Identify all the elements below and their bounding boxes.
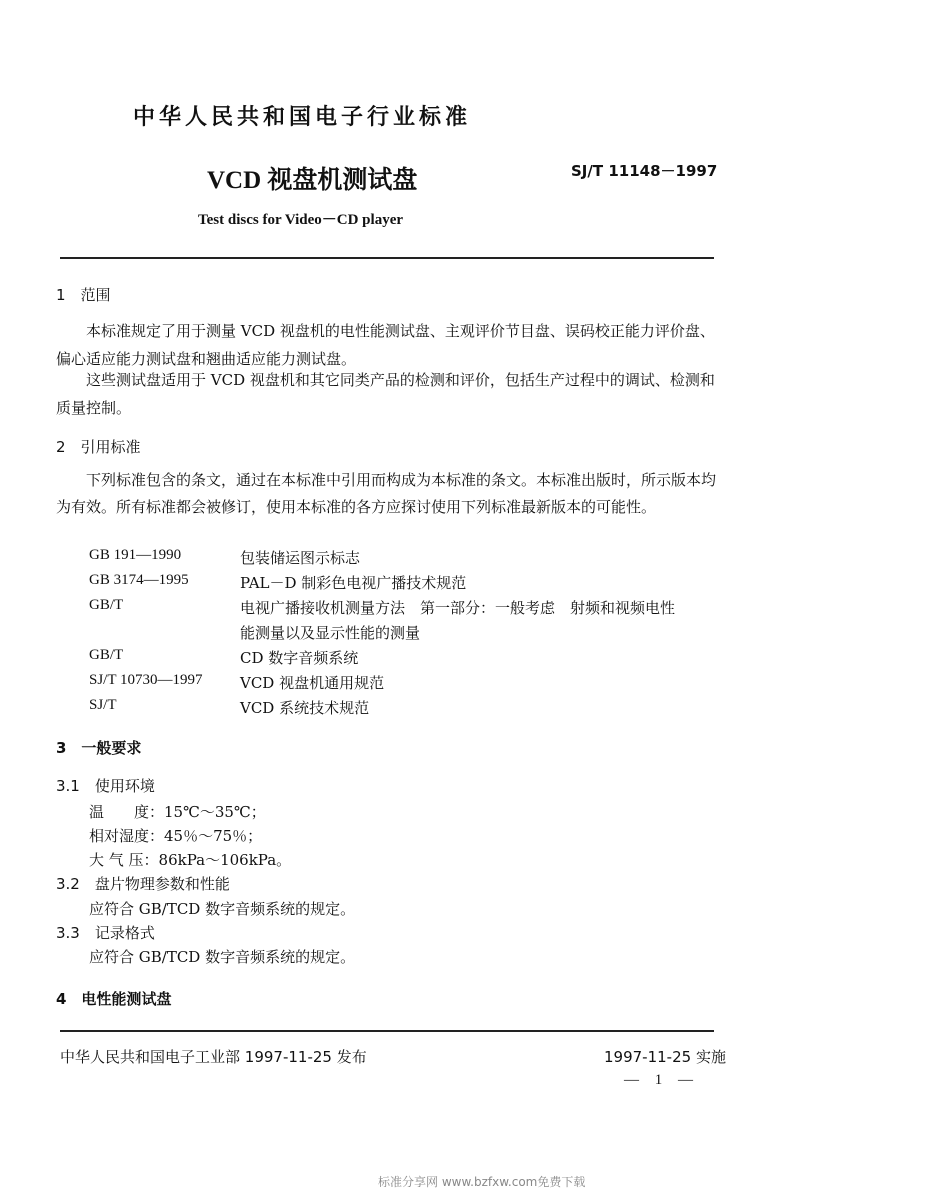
section-1-paragraph-2: 这些测试盘适用于 VCD 视盘机和其它同类产品的检测和评价，包括生产过程中的调试、检测和质量控制。 — [56, 371, 715, 417]
section-3-1-heading: 3.1 使用环境 — [56, 777, 155, 795]
ref-title: VCD 视盘机通用规范 — [240, 674, 385, 692]
ref-code: SJ/T — [89, 697, 117, 713]
env-temperature: 温 度：15℃～35℃； — [89, 803, 266, 821]
effective-date: 1997-11-25 实施 — [604, 1048, 726, 1066]
ref-title: 电视广播接收机测量方法 第一部分：一般考虑 射频和视频电性 — [240, 599, 676, 617]
standard-code: SJ/T 11148－1997 — [571, 162, 718, 180]
header-divider — [60, 257, 714, 259]
document-title: VCD 视盘机测试盘 — [207, 167, 418, 194]
footer-divider — [60, 1030, 714, 1032]
ref-code: SJ/T 10730—1997 — [89, 672, 203, 688]
section-1-heading: 1 范围 — [56, 286, 111, 304]
watermark: 标准分享网 www.bzfxw.com免费下载 — [378, 1175, 586, 1189]
english-title: Test discs for Video－CD player — [198, 212, 404, 228]
section-2-heading: 2 引用标准 — [56, 438, 141, 456]
ref-title: VCD 系统技术规范 — [240, 699, 370, 717]
section-3-3-heading: 3.3 记录格式 — [56, 924, 155, 942]
ref-code: GB 191—1990 — [89, 547, 182, 563]
ref-title-continued: 能测量以及显示性能的测量 — [240, 624, 421, 642]
issuing-organization: 中华人民共和国电子行业标准 — [133, 105, 472, 130]
ref-title: PAL－D 制彩色电视广播技术规范 — [240, 574, 467, 592]
ref-code: GB/T — [89, 647, 124, 663]
ref-title: CD 数字音频系统 — [240, 649, 359, 667]
ref-title: 包装储运图示标志 — [240, 549, 361, 567]
section-3-2-text: 应符合 GB/TCD 数字音频系统的规定。 — [89, 900, 356, 918]
section-3-2-heading: 3.2 盘片物理参数和性能 — [56, 875, 230, 893]
ref-code: GB/T — [89, 597, 124, 613]
section-3-heading: 3 一般要求 — [56, 739, 142, 757]
env-humidity: 相对湿度：45％～75％； — [89, 827, 263, 845]
env-pressure: 大 气 压：86kPa～106kPa。 — [89, 851, 292, 869]
section-4-heading: 4 电性能测试盘 — [56, 990, 172, 1008]
section-2-paragraph: 下列标准包含的条文，通过在本标准中引用而构成为本标准的条文。本标准出版时，所示版本均为有效。所有标准都会被修订，使用本标准的各方应探讨使用下列标准最新版本的可能性。 — [56, 471, 717, 516]
publication-notice: 中华人民共和国电子工业部 1997-11-25 发布 — [60, 1048, 367, 1066]
ref-code: GB 3174—1995 — [89, 572, 189, 588]
page-number: — 1 — — [624, 1072, 699, 1088]
section-3-3-text: 应符合 GB/TCD 数字音频系统的规定。 — [89, 948, 356, 966]
section-1-paragraph-1: 本标准规定了用于测量 VCD 视盘机的电性能测试盘、主观评价节目盘、误码校正能力评价盘、偏心适应能力测试盘和翘曲适应能力测试盘。 — [56, 322, 715, 368]
